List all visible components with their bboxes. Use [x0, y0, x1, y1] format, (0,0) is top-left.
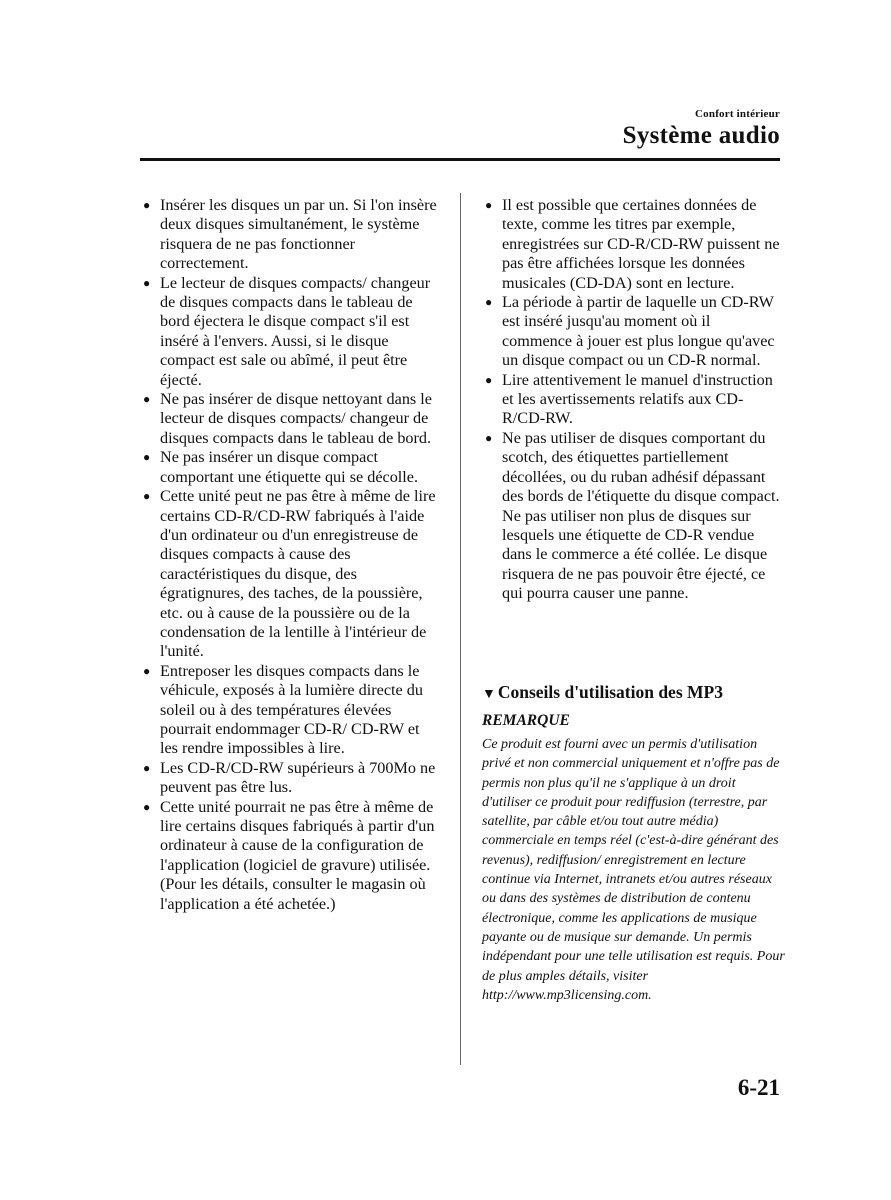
- subsection-title: Conseils d'utilisation des MP3: [497, 682, 723, 702]
- bullet-icon: ●: [485, 198, 493, 212]
- bullet-icon: ●: [143, 663, 151, 678]
- list-item: ● Cette unité pourrait ne pas être à même de lire certains disques fabriqués à partir d'un ordinateur à cause de la configuration de l'application (logiciel de gravure) utilisée. (Pour les détails, consulter le magasin où l'application a été achetée.): [143, 797, 435, 913]
- chapter-title: Confort intérieur: [695, 108, 780, 120]
- header-rule: [140, 158, 780, 161]
- list-item: ● Les CD-R/CD-RW supérieurs à 700Mo ne peuvent pas être lus.: [143, 758, 436, 797]
- bullet-icon: ●: [143, 392, 151, 407]
- page-number: 6-21: [737, 1075, 780, 1100]
- bullet-icon: ●: [485, 372, 493, 387]
- left-column: [140, 196, 440, 914]
- list-item: ● La période à partir de laquelle un CD-RW est inséré jusqu'au moment où il commence à jouer est plus longue qu'avec un disque compact ou un CD-R normal.: [485, 293, 775, 370]
- note-label: REMARQUE: [482, 712, 570, 729]
- list-item: ● Insérer les disques un par un. Si l'on insère deux disques simultanément, le système risquera de ne pas fonctionner correctement.: [143, 196, 437, 273]
- list-item: ● Lire attentivement le manuel d'instruction et les avertissements relatifs aux CD-R/CD-RW.: [485, 370, 773, 428]
- section-title: Système audio: [622, 122, 780, 149]
- bullet-icon: ●: [143, 489, 151, 504]
- note-body: Ce produit est fourni avec un permis d'utilisation privé et non commercial uniquement et n'offre pas de permis non plus qu'il ne s'applique à un droit d'utiliser ce produit pour rediffusion (terrestre, par satellite, par câble et/ou tout autre média) commerciale en temps réel (c'est-à-dire générant des revenus), rediffusion/ enregistrement en lecture continue via Internet, intranets et/ou autres réseaux ou dans des systèmes de distribution de contenu électronique, comme les applications de musique payante ou de musique sur demande. Un permis indépendant pour une telle utilisation est requis. Pour de plus amples détails, visiter http://www.mp3licensing.com.: [482, 737, 785, 1003]
- list-item: ● Le lecteur de disques compacts/ changeur de disques compacts dans le tableau de bord éjectera le disque compact s'il est inséré à l'envers. Aussi, si le disque compact est sale ou abîmé, il peut être éjecté.: [143, 273, 431, 389]
- bullet-list-right: [482, 196, 784, 604]
- list-item: ● Il est possible que certaines données de texte, comme les titres par exemple, enregistrées sur CD-R/CD-RW puissent ne pas être affichées lorsque les données musicales (CD-DA) sont en lecture.: [485, 196, 780, 292]
- list-item: ● Ne pas utiliser de disques comportant du scotch, des étiquettes partiellement décollées, ou du ruban adhésif dépassant des bords de l'étiquette du disque compact. Ne pas utiliser non plus de disques sur lesquels une étiquette de CD-R vendue dans le commerce a été collée. Le disque risquera de ne pas pouvoir être éjecté, ce qui pourra causer une panne.: [485, 428, 780, 603]
- down-triangle-icon: ▼: [482, 687, 496, 702]
- bullet-icon: ●: [143, 799, 151, 814]
- bullet-icon: ●: [143, 275, 151, 290]
- bullet-icon: ●: [485, 295, 493, 310]
- bullet-icon: ●: [143, 198, 151, 212]
- right-column: [482, 196, 784, 604]
- list-item: ● Entreposer les disques compacts dans le véhicule, exposés à la lumière directe du soleil ou à des températures élevées pourrait endommager CD-R/ CD-RW et les rendre impossibles à lire.: [143, 661, 423, 758]
- subsection-heading: [482, 682, 723, 703]
- bullet-icon: ●: [143, 760, 151, 775]
- bullet-icon: ●: [485, 430, 493, 445]
- list-item: ● Ne pas insérer un disque compact comportant une étiquette qui se décolle.: [143, 448, 419, 486]
- bullet-icon: ●: [143, 450, 151, 465]
- column-divider: [460, 193, 461, 1065]
- bullet-list-left: [140, 196, 440, 914]
- list-item: ● Cette unité peut ne pas être à même de lire certains CD-R/CD-RW fabriqués à l'aide d'un ordinateur ou d'un enregistreuse de disques compacts à cause des caractéristiques du disque, des égratignures, des taches, de la poussière, etc. ou à cause de la poussière ou de la condensation de la lentille à l'intérieur de l'unité.: [143, 487, 436, 661]
- list-item: ● Ne pas insérer de disque nettoyant dans le lecteur de disques compacts/ changeur de disques compacts dans le tableau de bord.: [143, 390, 432, 447]
